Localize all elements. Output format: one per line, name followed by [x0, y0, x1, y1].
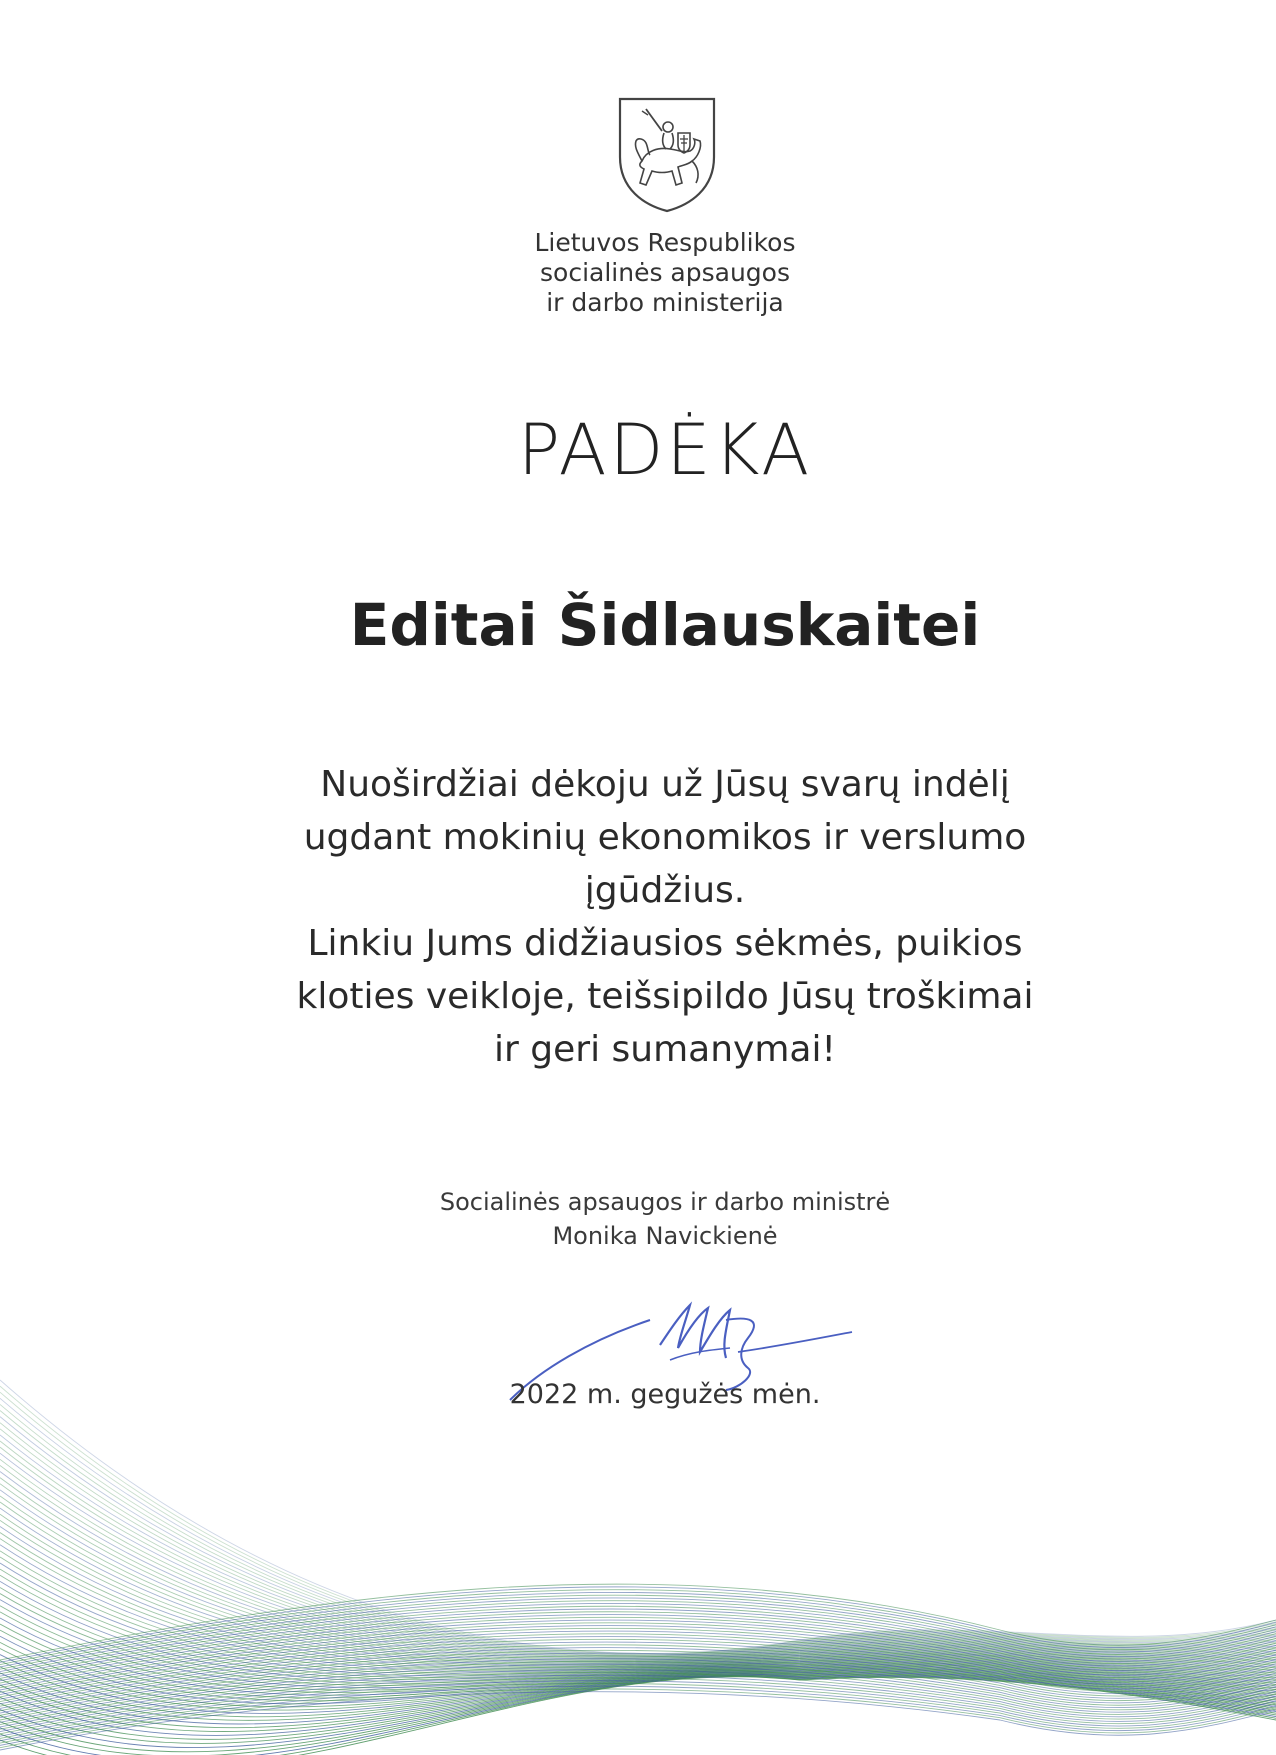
wave-line: [0, 1692, 1276, 1750]
gratitude-message: [230, 758, 1100, 1076]
message-line: Linkiu Jums didžiausios sėkmės, puikios: [307, 923, 1023, 964]
ministry-line: ir darbo ministerija: [546, 288, 784, 317]
signer-block: [380, 1185, 950, 1253]
signer-name: Monika Navickienė: [552, 1222, 778, 1250]
message-line: ir geri sumanymai!: [494, 1029, 836, 1070]
message-line: įgūdžius.: [584, 870, 746, 911]
certificate-title: PADĖKA: [517, 409, 813, 491]
ministry-line: Lietuvos Respublikos: [534, 228, 796, 257]
message-line: ugdant mokinių ekonomikos ir verslumo: [303, 817, 1027, 858]
wave-line: [0, 1447, 1276, 1659]
ministry-name: [400, 228, 930, 318]
issue-date: 2022 m. gegužės mėn.: [509, 1379, 821, 1410]
wave-line: [0, 1398, 1276, 1655]
wave-line: [0, 1380, 1276, 1653]
message-line: kloties veikloje, teišsipildo Jūsų troškimai: [296, 976, 1034, 1017]
signer-title: Socialinės apsaugos ir darbo ministrė: [439, 1188, 891, 1216]
vytis-coat-of-arms-icon: [612, 93, 722, 215]
recipient-name: Editai Šidlauskaitei: [349, 591, 981, 659]
ministry-line: socialinės apsaugos: [540, 258, 790, 287]
message-line: Nuoširdžiai dėkoju už Jūsų svarų indėlį: [320, 764, 1010, 805]
wave-line: [0, 1386, 1276, 1654]
